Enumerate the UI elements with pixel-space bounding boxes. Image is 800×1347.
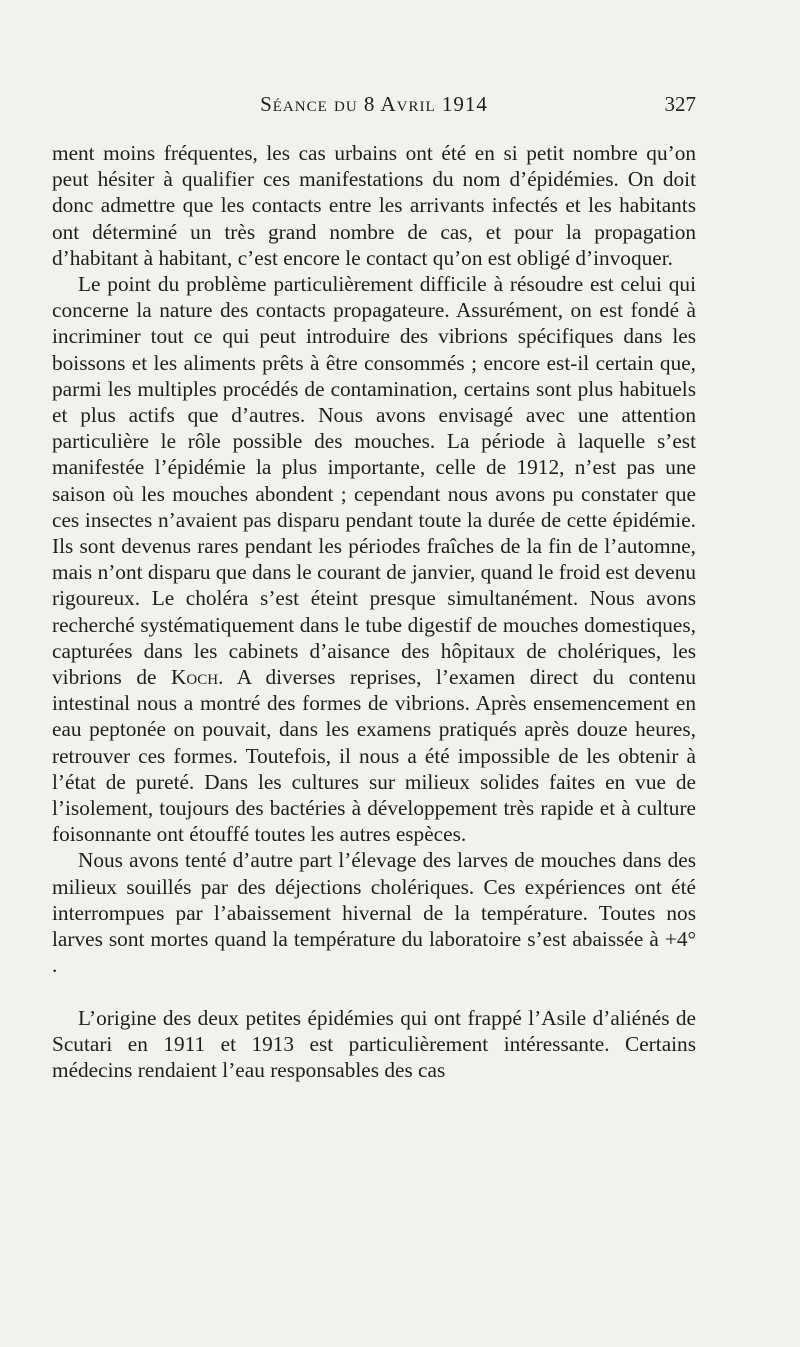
paragraph-2-text-b: . A diverses reprises, l’examen direct du contenu intestinal nous a montré des formes de vibrions. Après ensemencement en eau peptonée on pouvait, dans les examens pratiqués après douze heures, retrouver ces formes. Toutefois, il nous a été impossible de les obtenir à l’état de pureté. Dans les cultures sur milieux solides faites en vue de l’isolement, toujours des bactéries à développement très rapide et à culture foisonnante ont étouffé toutes les autres espèces. [52,665,697,847]
paragraph-4: L’origine des deux petites épidémies qui ont frappé l’Asile d’aliénés de Scutari en 1911 et 1913 est particulièrement intéressante. Certains médecins rendaient l’eau responsables des cas [52,1005,696,1082]
running-title: Séance du 8 Avril 1914 [260,92,488,116]
page-number: 327 [664,92,696,116]
body-text [52,140,696,1083]
running-head [52,92,696,122]
paragraph-3: Nous avons tenté d’autre part l’élevage des larves de mouches dans des milieux souillés par des déjections cholériques. Ces expériences ont été interrompues par l’abaissement hivernal de la température. Toutes nos larves sont mortes quand la température du laboratoire s’est abaissée à +4° . [52,848,696,978]
paragraph-2 [52,271,696,847]
paragraph-1: ment moins fréquentes, les cas urbains ont été en si petit nombre qu’on peut hésiter à qualifier ces manifestations du nom d’épidémies. On doit donc admettre que les contacts entre les arrivants infectés et les habitants ont déterminé un très grand nombre de cas, et pour la propagation d’habitant à habitant, c’est encore le contact qu’on est obligé d’invoquer. [52,141,696,270]
paragraph-2-text-a: Le point du problème particulièrement difficile à résoudre est celui qui concerne la nature des contacts propagateure. Assurément, on est fondé à incriminer tout ce qui peut introduire des vibrions spécifiques dans les boissons et les aliments prêts à être consommés ; encore est-il certain que, parmi les multiples procédés de contamination, certains sont plus habituels et plus actifs que d’autres. Nous avons envisagé avec une attention particulière le rôle possible des mouches. La période à laquelle s’est manifestée l’épidémie la plus importante, celle de 1912, n’est pas une saison où les mouches abondent ; cependant nous avons pu constater que ces insectes n’avaient pas disparu pendant toute la durée de cette épidémie. Ils sont devenus rares pendant les périodes fraîches de la fin de l’automne, mais n’ont disparu que dans le courant de janvier, quand le froid est devenu rigoureux. Le choléra s’est éteint presque simultanément. Nous avons recherché systématiquement dans le tube digestif de mouches domestiques, capturées dans les cabinets d’aisance des hôpitaux de cholériques, les vibrions de [52,272,696,690]
author-name-koch: Koch [171,665,219,690]
